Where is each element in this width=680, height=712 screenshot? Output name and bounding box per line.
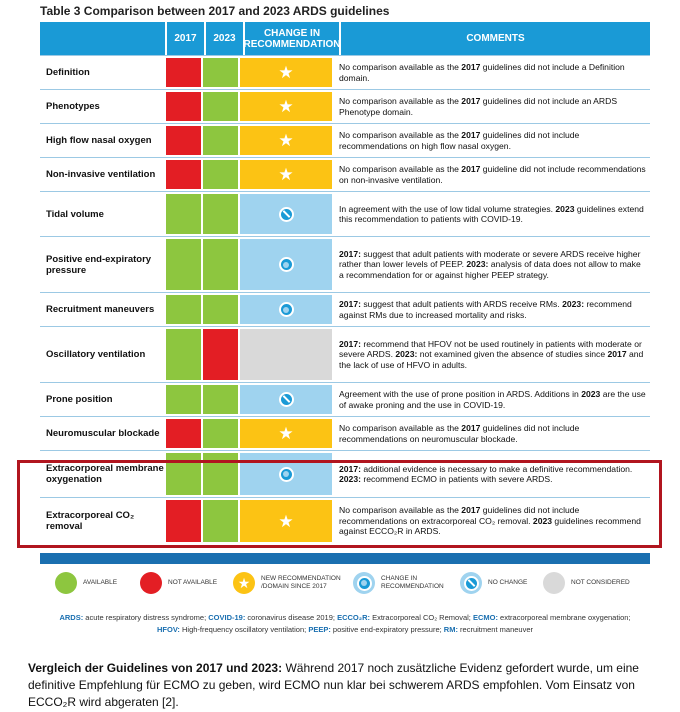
comment-text: No comparison available as the 2017 guidelines did not include recommendations on high flow nasal oxygen. [339, 130, 580, 151]
caption-text: Während 2017 noch zusätzliche Evidenz gefordert wurde, um eine definitive Empfehlung für ECMO zu geben, wird ECMO nun klar bei schwerem ARDS empfohlen. Vom Einsatz von ECCO₂R wird abgeraten [2]. [28, 661, 639, 709]
abbr-ards-value: acute respiratory distress syndrome; [83, 613, 209, 622]
header-2017: 2017 [167, 22, 206, 55]
abbr-hfov-key: HFOV: [156, 625, 180, 634]
status-2023-cell [202, 383, 239, 416]
table-row [40, 382, 650, 416]
comment-text: 2017: suggest that adult patients with moderate or severe ARDS receive higher rather than lower levels of PEEP. 2023: analysis of data does not allow to make a recommendation for or against higher PEEP strategy. [339, 248, 641, 280]
no-change-icon [240, 194, 332, 234]
change-cell [239, 90, 333, 123]
header-blank [40, 22, 167, 55]
row-comment [333, 158, 650, 191]
abbr-ecmo-value: extracorporeal membrane oxygenation; [497, 613, 631, 622]
row-label: Tidal volume [46, 208, 104, 220]
abbr-ards-key: ARDS: [59, 613, 84, 622]
legend-available-label: AVAILABLE [83, 579, 118, 586]
table-row [40, 326, 650, 382]
abbr-peep-key: PEEP: [308, 625, 331, 634]
row-label: Non-invasive ventilation [46, 169, 156, 180]
status-2023-cell [202, 124, 239, 157]
row-comment [333, 293, 650, 326]
row-label: Extracorporeal CO₂ removal [46, 510, 135, 532]
status-2017-cell [165, 237, 202, 292]
comment-text: Agreement with the use of prone position in ARDS. Additions in 2023 are the use of awake proning and the use in COVID-19. [339, 389, 646, 410]
change-cell [239, 124, 333, 157]
abbr-ecmo-key: ECMO: [472, 613, 498, 622]
star-icon: ★ [240, 126, 332, 155]
change-cell [239, 237, 333, 292]
status-2017-cell [165, 417, 202, 450]
row-label: Prone position [46, 394, 113, 405]
row-comment [333, 90, 650, 123]
legend-not-available [140, 572, 217, 594]
row-comment [333, 383, 650, 416]
legend-new-label: NEW RECOMMENDATION /DOMAIN SINCE 2017 [261, 575, 341, 590]
change-cell [239, 327, 333, 382]
not-available-swatch [166, 92, 201, 121]
available-swatch [166, 329, 201, 380]
legend-notconsidered [543, 572, 630, 594]
abbr-rm-value: recruitment maneuver [457, 625, 533, 634]
no-change-icon [460, 572, 482, 594]
status-2017-cell [165, 192, 202, 236]
comment-text: No comparison available as the 2017 guidelines did not include recommendations on extracorporeal CO₂ removal. 2023 guidelines recommend against ECCO₂R in ARDS. [339, 505, 641, 537]
ecmo-highlight-box [17, 460, 662, 548]
star-icon: ★ [240, 58, 332, 87]
star-icon: ★ [240, 92, 332, 121]
figure-caption [28, 660, 668, 711]
available-swatch [203, 160, 238, 189]
change-cell [239, 158, 333, 191]
change-icon [353, 572, 375, 594]
table-row [40, 123, 650, 157]
status-2023-cell [202, 90, 239, 123]
not-considered-swatch-icon [543, 572, 565, 594]
available-swatch [203, 295, 238, 324]
available-swatch [203, 419, 238, 448]
available-swatch [203, 92, 238, 121]
status-2023-cell [202, 237, 239, 292]
available-swatch [166, 239, 201, 290]
row-comment [333, 56, 650, 89]
row-comment [333, 417, 650, 450]
comment-text: 2017: suggest that adult patients with ARDS receive RMs. 2023: recommend against RMs due to increased mortality and risks. [339, 299, 632, 320]
available-swatch-icon [55, 572, 77, 594]
status-2017-cell [165, 158, 202, 191]
abbr-ecco2r-key: ECCO₂R: [337, 613, 370, 622]
change-cell [239, 293, 333, 326]
legend-not-available-label: NOT AVAILABLE [168, 579, 218, 586]
change-cell [239, 192, 333, 236]
comment-text: No comparison available as the 2017 guidelines did not include a Definition domain. [339, 62, 625, 83]
comment-text: No comparison available as the 2017 guidelines did not include recommendations on neuromuscular blockade. [339, 423, 580, 444]
abbr-rm-key: RM: [443, 625, 458, 634]
legend [55, 572, 655, 602]
comment-text: 2017: recommend that HFOV not be used routinely in patients with moderate or severe ARDS. 2023: not examined given the absence of studies since 2017 and the lack of use of HFVO in adults. [339, 338, 644, 370]
comment-text: In agreement with the use of low tidal volume strategies. 2023 guidelines extend this recommendation to patients with COVID-19. [339, 203, 644, 224]
status-2023-cell [202, 56, 239, 89]
header-2023: 2023 [206, 22, 245, 55]
row-comment [333, 192, 650, 236]
table-title: Table 3 Comparison between 2017 and 2023 ARDS guidelines [40, 4, 390, 18]
comment-text: No comparison available as the 2017 guideline did not include recommendations on non-invasive ventilation. [339, 164, 646, 185]
not-available-swatch [203, 329, 238, 380]
change-icon [240, 239, 332, 290]
not-considered-cell [240, 329, 332, 380]
available-swatch [203, 239, 238, 290]
legend-available [55, 572, 117, 594]
row-label: High flow nasal oxygen [46, 135, 152, 146]
table-row [40, 89, 650, 123]
legend-notconsidered-label: NOT CONSIDERED [571, 579, 630, 586]
status-2023-cell [202, 327, 239, 382]
legend-change [353, 572, 451, 594]
table-row [40, 236, 650, 292]
not-available-swatch-icon [140, 572, 162, 594]
status-2017-cell [165, 293, 202, 326]
status-2017-cell [165, 383, 202, 416]
status-2017-cell [165, 124, 202, 157]
available-swatch [203, 194, 238, 234]
change-cell [239, 56, 333, 89]
status-2017-cell [165, 56, 202, 89]
caption-bold: Vergleich der Guidelines von 2017 und 2023: [28, 661, 283, 675]
legend-nochange-label: NO CHANGE [488, 579, 528, 586]
table-row [40, 416, 650, 450]
row-label: Oscillatory ventilation [46, 349, 146, 360]
not-available-swatch [166, 419, 201, 448]
table-row [40, 191, 650, 236]
not-available-swatch [166, 160, 201, 189]
legend-change-label: CHANGE IN RECOMMENDATION [381, 575, 444, 590]
comment-text: 2017: additional evidence is necessary to make a definitive recommendation. 2023: recommend ECMO in patients with severe ARDS. [339, 463, 633, 484]
abbreviations [40, 612, 650, 636]
no-change-icon [240, 385, 332, 414]
abbr-hfov-value: High-frequency oscillatory ventilation; [179, 625, 309, 634]
available-swatch [166, 194, 201, 234]
available-swatch [203, 126, 238, 155]
row-label: Positive end-expiratory pressure [46, 253, 152, 276]
available-swatch [166, 295, 201, 324]
star-icon: ★ [240, 160, 332, 189]
table-row [40, 55, 650, 89]
available-swatch [203, 385, 238, 414]
change-icon [240, 295, 332, 324]
row-label: Phenotypes [46, 101, 100, 112]
abbr-covid-key: COVID-19: [208, 613, 246, 622]
row-comment [333, 327, 650, 382]
table-row [40, 292, 650, 326]
status-2023-cell [202, 192, 239, 236]
status-2023-cell [202, 158, 239, 191]
table-bottom-bar [40, 553, 650, 564]
status-2023-cell [202, 293, 239, 326]
row-label: Neuromuscular blockade [46, 428, 160, 439]
row-label: Definition [46, 67, 90, 78]
status-2017-cell [165, 90, 202, 123]
legend-nochange [460, 572, 527, 594]
star-icon: ★ [240, 500, 332, 542]
abbr-covid-value: coronavirus disease 2019; [245, 613, 338, 622]
status-2017-cell [165, 327, 202, 382]
legend-new [233, 572, 341, 594]
row-label: Recruitment maneuvers [46, 304, 155, 315]
available-swatch [166, 385, 201, 414]
not-available-swatch [166, 126, 201, 155]
star-icon: ★ [240, 419, 332, 448]
header-comments: COMMENTS [466, 33, 525, 44]
abbr-ecco2r-value: Extracorporeal CO₂ Removal; [370, 613, 473, 622]
header-change: CHANGE IN RECOMMENDATION [245, 22, 341, 55]
not-available-swatch [166, 58, 201, 87]
change-cell [239, 417, 333, 450]
change-cell [239, 383, 333, 416]
table-header [40, 22, 650, 55]
star-icon: ★ [233, 572, 255, 594]
available-swatch [203, 58, 238, 87]
abbr-peep-value: positive end-expiratory pressure; [330, 625, 444, 634]
comment-text: No comparison available as the 2017 guidelines did not include an ARDS Phenotype domain. [339, 96, 618, 117]
status-2023-cell [202, 417, 239, 450]
row-label: Extracorporeal membrane oxygenation [46, 463, 164, 485]
row-comment [333, 124, 650, 157]
row-comment [333, 237, 650, 292]
table-row [40, 157, 650, 191]
